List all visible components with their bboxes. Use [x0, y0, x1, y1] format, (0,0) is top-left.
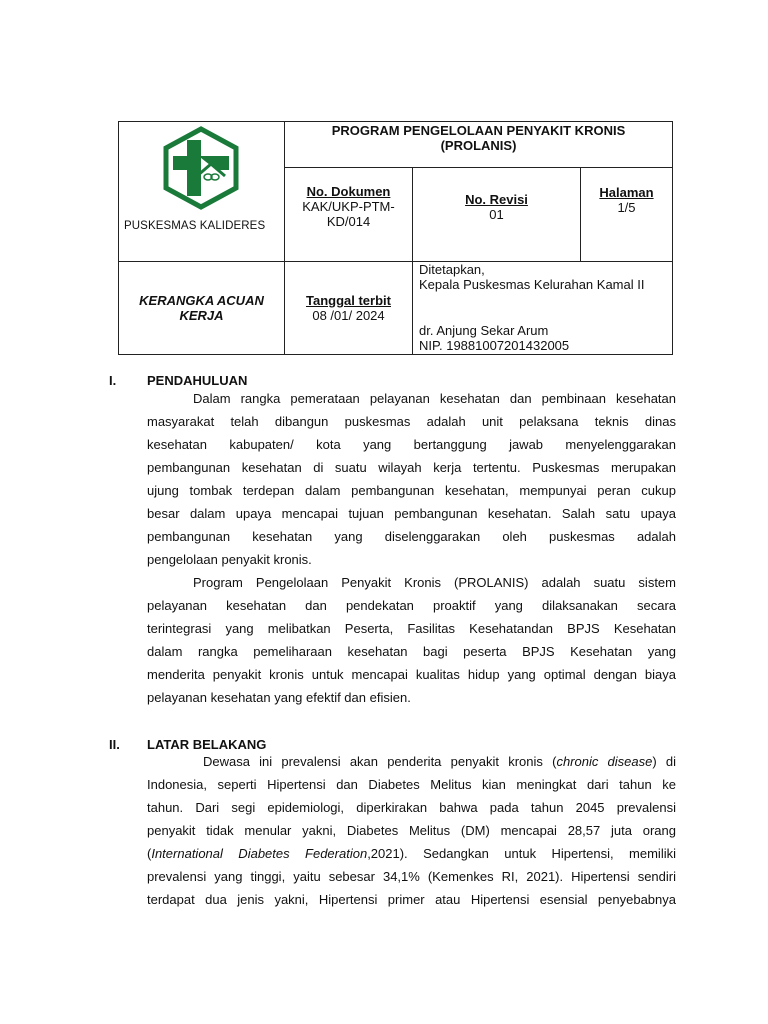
s1-line-11: terintegrasi yang melibatkan Peserta, Fasilitas Kesehatandan BPJS Kesehatan: [147, 621, 676, 636]
approval-cell: [413, 262, 673, 355]
s2-line-2: Indonesia, seperti Hipertensi dan Diabetes Melitus kian meningkat dari tahun ke: [147, 777, 676, 792]
issue-date-value: 08 /01/ 2024: [312, 308, 385, 323]
s2-line-5-italic: International Diabetes Federation: [151, 846, 368, 861]
puskesmas-cross-logo: [161, 126, 241, 210]
section-2-title: LATAR BELAKANG: [147, 737, 267, 752]
doc-type-cell: [119, 262, 285, 355]
s1-line-8: pengelolaan penyakit kronis.: [147, 552, 312, 567]
revision-value: 01: [489, 207, 504, 222]
doc-number-label: No. Dokumen: [306, 184, 391, 199]
s1-line-5: ujung tombak terdepan dalam pembangunan kesehatan, mempunyai peran cukup: [147, 483, 676, 498]
document-header-table: [118, 121, 673, 355]
s2-line-1: [147, 750, 676, 773]
s2-line-3: tahun. Dari segi epidemiologi, diperkirakan bahwa pada tahun 2045 prevalensi: [147, 800, 676, 815]
puskesmas-name: PUSKESMAS KALIDERES: [124, 220, 266, 232]
page-value: 1/5: [617, 200, 636, 215]
doc-number-value-1: KAK/UKP-PTM-: [302, 199, 395, 214]
doc-number-cell: [285, 168, 413, 262]
s1-line-10: pelayanan kesehatan dan pendekatan proaktif yang dilaksanakan secara: [147, 598, 676, 613]
revision-cell: [413, 168, 581, 262]
s2-line-1c: ) di: [652, 754, 677, 769]
issue-date-label: Tanggal terbit: [306, 293, 391, 308]
doc-type-line2: KERJA: [179, 308, 224, 323]
s1-line-3: kesehatan kabupaten/ kota yang bertanggung jawab menyelenggarakan: [147, 437, 676, 452]
doc-type-line1: KERANGKA ACUAN: [139, 293, 264, 308]
section-1-number: I.: [109, 373, 117, 388]
logo-cell: [119, 122, 285, 262]
s2-line-6: prevalensi yang tinggi, yaitu sebesar 34,1% (Kemenkes RI, 2021). Hipertensi sendiri: [147, 869, 676, 884]
section-1-title: PENDAHULUAN: [147, 373, 248, 388]
s1-line-1: Dalam rangka pemerataan pelayanan kesehatan dan pembinaan kesehatan: [193, 391, 676, 406]
program-title-line2: (PROLANIS): [440, 138, 517, 153]
approver-name: dr. Anjung Sekar Arum: [419, 323, 549, 338]
s2-line-1-italic: chronic disease: [556, 754, 653, 769]
program-title-line1: PROGRAM PENGELOLAAN PENYAKIT KRONIS: [331, 123, 626, 138]
s2-line-5: [147, 842, 676, 865]
s1-line-14: pelayanan kesehatan yang efektif dan efisien.: [147, 690, 411, 705]
s2-line-1a: Dewasa ini prevalensi akan penderita penyakit kronis (: [203, 754, 557, 769]
approval-label: Ditetapkan,: [419, 262, 485, 277]
issue-date-cell: [285, 262, 413, 355]
s2-line-5a: (: [147, 846, 152, 861]
s2-line-7: terdapat dua jenis yakni, Hipertensi primer atau Hipertensi esensial penyebabnya: [147, 892, 676, 907]
page-label: Halaman: [599, 185, 654, 200]
s1-line-13: menderita penyakit kronis untuk mencapai kualitas hidup yang optimal dengan biaya: [147, 667, 676, 682]
doc-number-value-2: KD/014: [326, 214, 371, 229]
approver-title: Kepala Puskesmas Kelurahan Kamal II: [419, 277, 645, 292]
s1-line-6: besar dalam upaya mencapai tujuan pembangunan kesehatan. Salah satu upaya: [147, 506, 676, 521]
revision-label: No. Revisi: [465, 192, 528, 207]
s1-line-12: dalam rangka pemeliharaan kesehatan bagi peserta BPJS Kesehatan yang: [147, 644, 676, 659]
s2-line-5c: ,2021). Sedangkan untuk Hipertensi, memiliki: [367, 846, 676, 861]
approver-nip: NIP. 19881007201432005: [419, 338, 570, 353]
section-2-body: [147, 750, 676, 911]
program-title: [285, 122, 673, 168]
s1-line-4: pembangunan kesehatan di suatu wilayah kerja tertentu. Puskesmas merupakan: [147, 460, 676, 475]
s1-line-2: masyarakat telah dibangun puskesmas adalah unit pelaksana teknis dinas: [147, 414, 676, 429]
section-2-number: II.: [109, 737, 120, 752]
section-1-body: [147, 387, 676, 709]
s1-line-9: Program Pengelolaan Penyakit Kronis (PROLANIS) adalah suatu sistem: [193, 575, 676, 590]
s2-line-4: penyakit tidak menular yakni, Diabetes Melitus (DM) mencapai 28,57 juta orang: [147, 823, 676, 838]
s1-line-7: pembangunan kesehatan yang diselenggarakan oleh puskesmas adalah: [147, 529, 676, 544]
page-cell: [581, 168, 673, 262]
